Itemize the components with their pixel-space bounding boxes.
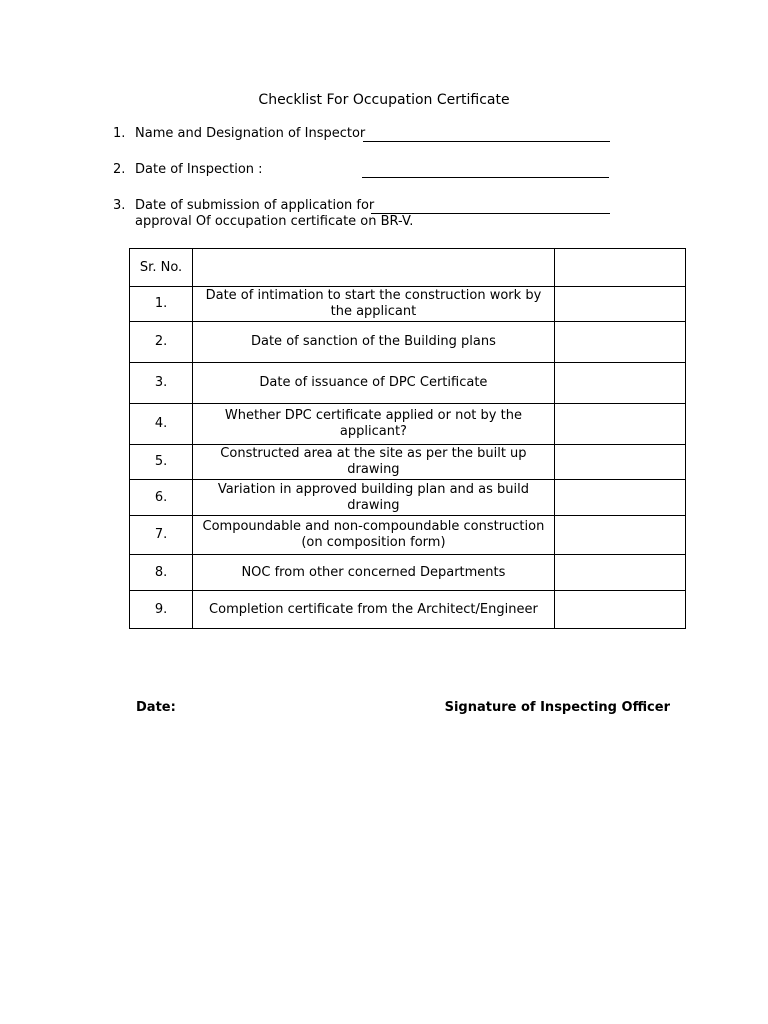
table-row [130, 555, 686, 591]
document-title: Checklist For Occupation Certificate [258, 92, 510, 108]
inspection-date-blank-line[interactable] [362, 163, 609, 178]
row-sr-no: 6. [130, 480, 193, 516]
header-value[interactable] [554, 249, 685, 287]
table-row [130, 591, 686, 629]
table-row [130, 445, 686, 480]
header-description [193, 249, 555, 287]
field-label: Date of submission of application for [135, 198, 375, 213]
row-description: Date of issuance of DPC Certificate [193, 363, 555, 404]
header-sr-no: Sr. No. [130, 249, 193, 287]
row-value-cell[interactable] [554, 322, 685, 363]
field-number: 1. [113, 126, 126, 141]
row-value-cell[interactable] [554, 516, 685, 555]
table-row [130, 480, 686, 516]
signature-label: Signature of Inspecting Officer [444, 700, 670, 715]
field-label-continued: approval Of occupation certificate on BR-V. [135, 214, 414, 229]
row-value-cell[interactable] [554, 555, 685, 591]
row-description: Whether DPC certificate applied or not by the applicant? [193, 404, 555, 445]
row-value-cell[interactable] [554, 287, 685, 322]
row-sr-no: 3. [130, 363, 193, 404]
table-row [130, 516, 686, 555]
row-sr-no: 9. [130, 591, 193, 629]
row-value-cell[interactable] [554, 445, 685, 480]
table-row [130, 404, 686, 445]
table-row [130, 287, 686, 322]
row-sr-no: 1. [130, 287, 193, 322]
row-sr-no: 7. [130, 516, 193, 555]
row-value-cell[interactable] [554, 404, 685, 445]
row-description: Compoundable and non-compoundable construction (on composition form) [193, 516, 555, 555]
row-sr-no: 5. [130, 445, 193, 480]
row-description: Date of sanction of the Building plans [193, 322, 555, 363]
row-value-cell[interactable] [554, 363, 685, 404]
checklist-table [129, 248, 686, 629]
table-row [130, 363, 686, 404]
field-label: Date of Inspection : [135, 162, 263, 177]
inspector-blank-line[interactable] [363, 127, 610, 142]
footer-date-label: Date: [136, 700, 176, 715]
table-header-row [130, 249, 686, 287]
row-sr-no: 8. [130, 555, 193, 591]
row-value-cell[interactable] [554, 480, 685, 516]
row-value-cell[interactable] [554, 591, 685, 629]
row-description: Completion certificate from the Architect/Engineer [193, 591, 555, 629]
field-label: Name and Designation of Inspector [135, 126, 366, 141]
submission-date-blank-line[interactable] [371, 199, 610, 214]
field-number: 3. [113, 198, 126, 213]
row-sr-no: 4. [130, 404, 193, 445]
row-sr-no: 2. [130, 322, 193, 363]
field-number: 2. [113, 162, 126, 177]
row-description: Date of intimation to start the construction work by the applicant [193, 287, 555, 322]
row-description: NOC from other concerned Departments [193, 555, 555, 591]
row-description: Constructed area at the site as per the built up drawing [193, 445, 555, 480]
row-description: Variation in approved building plan and as build drawing [193, 480, 555, 516]
table-row [130, 322, 686, 363]
